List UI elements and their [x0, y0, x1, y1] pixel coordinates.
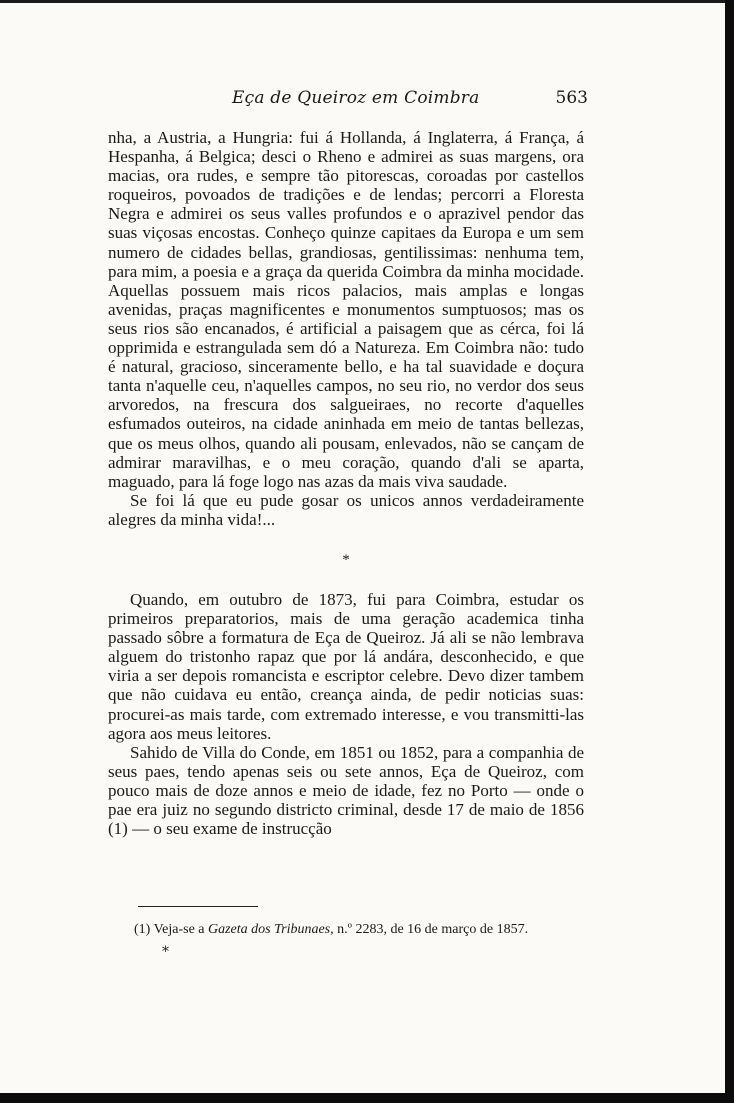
paragraph-1: nha, a Austria, a Hungria: fui á Hollanda, á Inglaterra, á França, á Hespanha, á Belgica; desci o Rheno e admirei as suas margens, ora macias, ora rudes, e sempre tão pitorescas, coroadas por castellos roqueiros, povoados de tradições e de lendas; percorri a Floresta Negra e admirei os seus valles profundos e o aprazivel pendor das suas viçosas encostas. Conheço quinze capitaes da Europa e um sem numero de cidades bellas, grandiosas, gentilissimas: nenhuma tem, para mim, a poesia e a graça da querida Coimbra da minha mocidade. Aquellas possuem mais ricos palacios, mais amplas e longas avenidas, praças magnificentes e monumentos sumptuosos; mas os seus rios são encanados, é artificial a paisagem que as cérca, foi lá opprimida e estrangulada sem dó a Natureza. Em Coimbra não: tudo é natural, gracioso, sinceramente bello, e ha tal suavidade e doçura tanta n'aquelle ceu, n'aquelles campos, no seu rio, no verdor dos seus arvoredos, na frescura dos salgueiraes, no recorte d'aquelles esfumados outeiros, na cidade aninhada em meio de tantas bellezas, que os meus olhos, quando ali pousam, enlevados, não se cançam de admirar maravilhas, e o meu coração, quando d'ali se aparta, maguado, para lá foge logo nas azas da mais viva saudade.	[108, 128, 584, 491]
paragraph-3: Quando, em outubro de 1873, fui para Coimbra, estudar os primeiros preparatorios, mais de uma geração academica tinha passado sôbre a formatura de Eça de Queiroz. Já ali se não lembrava alguem do tristonho rapaz que por lá andára, desconhecido, e que viria a ser depois romancista e escriptor celebre. Devo dizer tambem que não cuidava eu então, creança ainda, de pedir noticias suas: procurei-as mais tarde, com extremado interesse, e vou transmitti-las agora aos meus leitores.	[108, 589, 584, 743]
paragraph-4: Sahido de Villa do Conde, em 1851 ou 1852, para a companhia de seus paes, tendo apenas seis ou sete annos, Eça de Queiroz, com pouco mais de doze annos e meio de idade, fez no Porto — onde o pae era juiz no segundo districto criminal, desde 17 de maio de 1856 (1) — o seu exame de instrucção	[108, 742, 584, 839]
paragraph-2: Se foi lá que eu pude gosar os unicos annos verdadeiramente alegres da minha vida!...	[108, 490, 584, 529]
footnote-source-title: Gazeta dos Tribunaes,	[208, 922, 334, 937]
page-number: 563	[555, 88, 588, 108]
footnote-rule	[138, 906, 258, 907]
scan-border-right	[725, 0, 734, 1103]
footnote-text-after: n.º 2283, de 16 de março de 1857.	[337, 922, 529, 937]
body-text	[108, 128, 584, 838]
footnote	[134, 921, 586, 938]
footnote-marker: (1)	[134, 922, 151, 937]
scan-border-top	[0, 0, 734, 3]
page-header	[108, 88, 590, 114]
running-title: Eça de Queiroz em Coimbra	[232, 88, 480, 108]
signature-mark: *	[162, 944, 169, 960]
section-break-asterism: *	[342, 551, 350, 568]
footnote-text-before: Veja-se a	[153, 922, 205, 937]
scan-border-bottom	[0, 1093, 734, 1103]
